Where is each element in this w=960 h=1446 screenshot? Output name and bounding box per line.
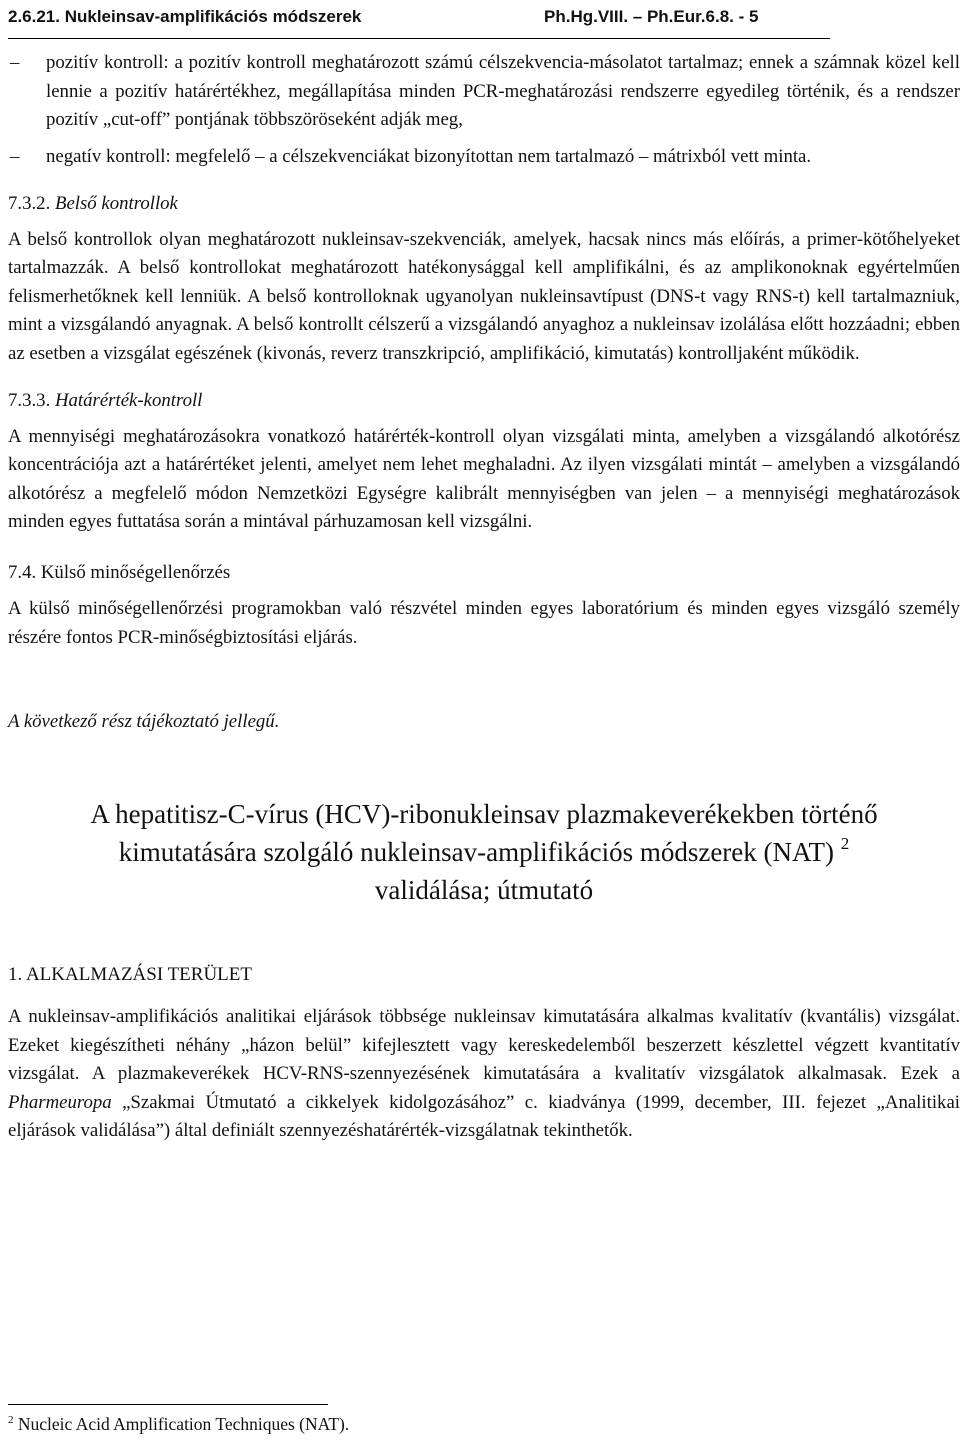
footnote xyxy=(8,1412,349,1436)
paragraph-external-quality-control: A külső minőségellenőrzési programokban való részvétel minden egyes laboratórium és minden egyes vizsgáló személy részére fontos PCR-minőségbiztosítási eljárás. xyxy=(8,598,960,648)
list-item-text: pozitív kontroll: a pozitív kontroll meghatározott számú célszekvencia-másolatot tartalmaz; ennek a számnak közel kell lennie a pozitív határértékhez, megállapítása minden PCR-meghatározási rendszerre egyedileg történik, és a rendszer pozitív „cut-off” pontjának többszöröseként adják meg, xyxy=(46,52,960,130)
control-dash-list xyxy=(8,49,960,171)
heading-title: Belső kontrollok xyxy=(54,193,178,214)
scope-text-1: A nukleinsav-amplifikációs analitikai eljárások többsége nukleinsav kimutatására alkalmas kvalitatív (kvantális) vizsgálat. Ezeket kiegészítheti néhány „házon belül” kifejlesztett vagy kereskedelemből beszerzett készlettel végzett kvantitatív vizsgálat. A plazmakeverékek HCV-RNS-szennyezésének kimutatására a kvalitatív vizsgálatok alkalmasak. Ezek a xyxy=(8,1006,960,1084)
dash-bullet: – xyxy=(10,52,20,73)
dash-bullet: – xyxy=(10,145,20,167)
list-item-text: negatív kontroll: megfelelő – a célszekvenciákat bizonyítottan nem tartalmazó – mátrixból vett minta. xyxy=(46,145,812,167)
header-pharmacopoeia-ref: Ph.Hg.VIII. – Ph.Eur.6.8. - 5 xyxy=(544,7,759,26)
heading-scope: 1. ALKALMAZÁSI TERÜLET xyxy=(8,963,252,985)
heading-title: Határérték-kontroll xyxy=(54,390,203,411)
scope-publication-name: Pharmeuropa xyxy=(8,1091,112,1113)
header-chapter-title: 2.6.21. Nukleinsav-amplifikációs módszerek xyxy=(8,7,362,26)
list-item-positive-control xyxy=(8,49,960,135)
heading-number: 7.3.3. xyxy=(8,390,51,411)
footnote-divider xyxy=(8,1404,328,1405)
main-title xyxy=(8,795,960,909)
document-page xyxy=(8,0,960,1146)
heading-internal-controls xyxy=(8,190,960,219)
paragraph-threshold-control: A mennyiségi meghatározásokra vonatkozó határérték-kontroll olyan vizsgálati minta, amelyben a vizsgálandó alkotórész koncentrációja azt a határértéket jelenti, amelyet nem lehet meghaladni. Az ilyen vizsgálati mintát – amelyben a vizsgálandó alkotórész a megfelelő módon Nemzetközi Egységre kalibrált mennyiségben van jelen – a mennyiségi meghatározások minden egyes futtatása során a mintával párhuzamosan kell vizsgálni. xyxy=(8,425,960,532)
heading-threshold-control xyxy=(8,387,960,416)
footnote-text: Nucleic Acid Amplification Techniques (NAT). xyxy=(17,1414,350,1434)
paragraph-scope xyxy=(8,1003,960,1146)
main-title-line-3: validálása; útmutató xyxy=(374,874,594,905)
running-header xyxy=(8,0,830,39)
list-item-negative-control xyxy=(8,143,960,172)
main-title-line-2 xyxy=(8,833,960,871)
paragraph-internal-controls: A belső kontrollok olyan meghatározott nukleinsav-szekvenciák, amelyek, hacsak nincs más előírás, a primer-kötőhelyeket tartalmazzák. A belső kontrollokat meghatározott hatékonysággal kell amplifikálni, és az amplikonoknak egyértelműen felismerhetőknek kell lenniük. A belső kontrolloknak ugyanolyan nukleinsavtípust (DNS-t vagy RNS-t) kell tartalmazniuk, mint a vizsgálandó anyagnak. A belső kontrollt célszerű a vizsgálandó anyaghoz a nukleinsav izolálása előtt hozzáadni; ebben az esetben a vizsgálat egészének (kivonás, reverz transzkripció, amplifikáció, kimutatás) kontrolljaként működik. xyxy=(8,228,960,364)
main-title-line-1: A hepatitisz-C-vírus (HCV)-ribonukleinsav plazmakeverékekben történő xyxy=(90,798,878,829)
scope-text-2: „Szakmai Útmutató a cikkelyek kidolgozásához” c. kiadványa (1999, december, III. fejezet „Analitikai eljárások validálása”) által definiált szennyezéshatárérték-vizsgálatnak tekinthetők. xyxy=(8,1091,960,1141)
heading-external-quality-control: 7.4. Külső minőségellenőrzés xyxy=(8,561,231,583)
footnote-reference[interactable]: 2 xyxy=(840,833,850,853)
informative-note: A következő rész tájékoztató jellegű. xyxy=(8,711,280,732)
heading-number: 7.3.2. xyxy=(8,193,51,214)
main-title-line-2-text: kimutatására szolgáló nukleinsav-amplifikációs módszerek (NAT) xyxy=(118,836,835,867)
footnote-number: 2 xyxy=(8,1414,14,1426)
